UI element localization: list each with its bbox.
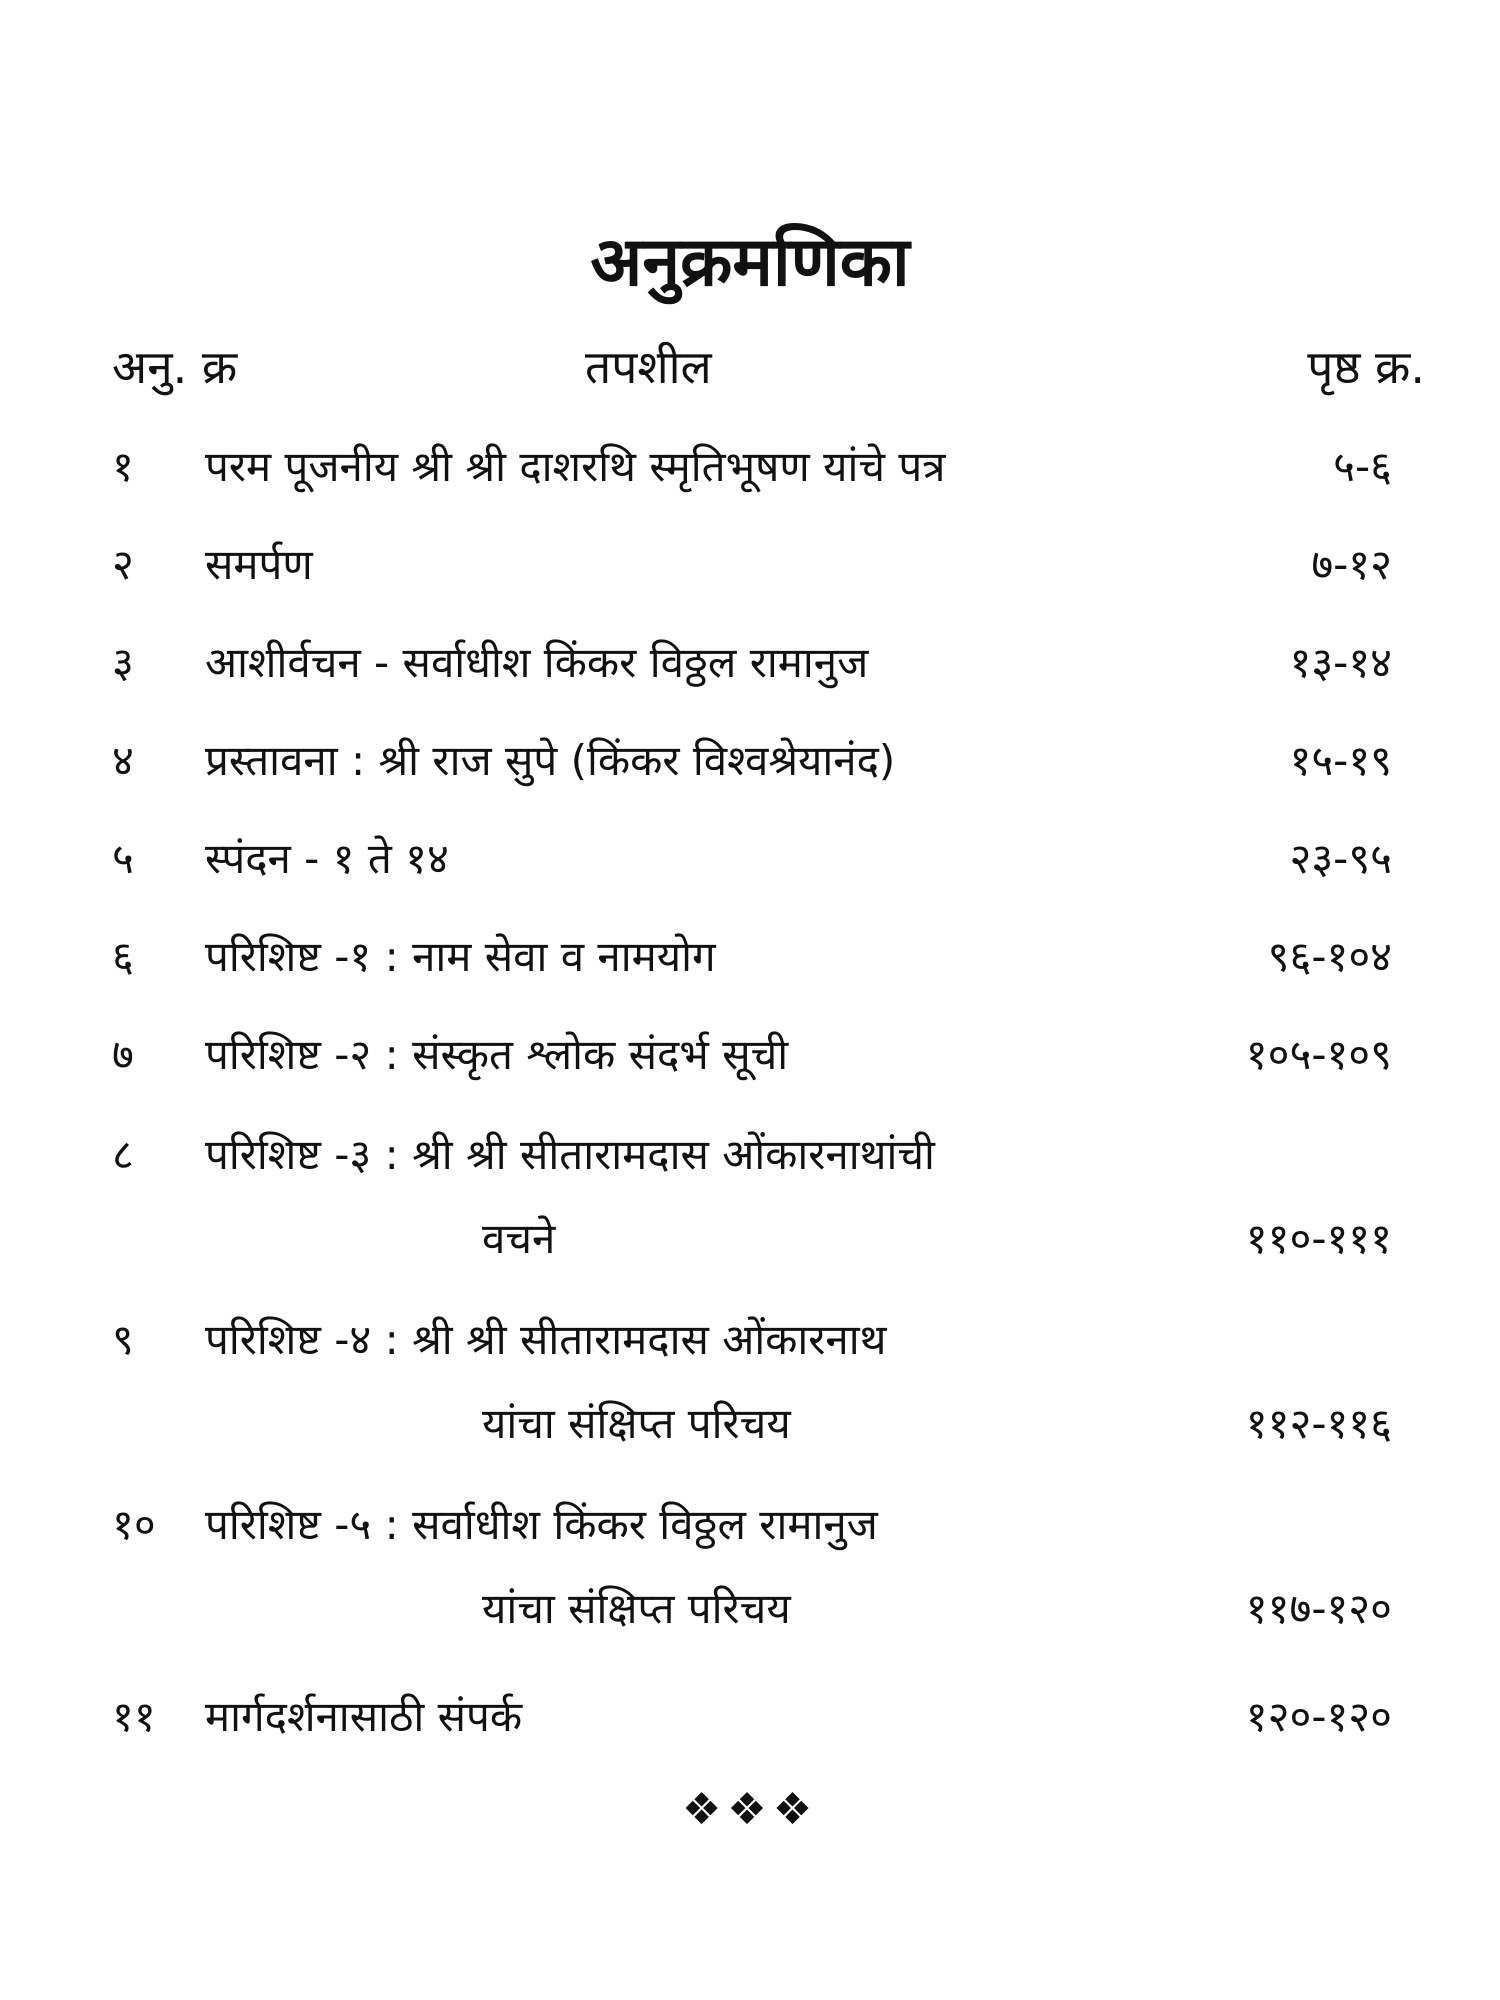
entry-title-continuation: यांचा संक्षिप्त परिचय bbox=[482, 1399, 791, 1448]
entry-number: ५ bbox=[112, 834, 134, 883]
entry-pages: १२०-१२० bbox=[1245, 1692, 1392, 1741]
page-title: अनुक्रमणिका bbox=[590, 223, 910, 302]
entry-number: ४ bbox=[112, 736, 134, 785]
entry-pages: ७-१२ bbox=[1311, 540, 1392, 589]
entry-number: १ bbox=[112, 442, 134, 491]
entry-title: स्पंदन - १ ते १४ bbox=[205, 834, 449, 883]
detail-column-header: तपशील bbox=[585, 340, 712, 394]
entry-pages: १३-१४ bbox=[1289, 638, 1392, 687]
entry-title: परिशिष्ट -३ : श्री श्री सीतारामदास ओंकारनाथांची bbox=[205, 1130, 935, 1179]
entry-number: ३ bbox=[112, 638, 134, 687]
entry-title: मार्गदर्शनासाठी संपर्क bbox=[205, 1692, 523, 1741]
entry-title-continuation: यांचा संक्षिप्त परिचय bbox=[482, 1584, 791, 1633]
entry-title: प्रस्तावना : श्री राज सुपे (किंकर विश्वश्रेयानंद) bbox=[205, 736, 896, 785]
entry-pages: ११०-१११ bbox=[1245, 1214, 1392, 1263]
entry-title: समर्पण bbox=[205, 540, 313, 589]
entry-pages: ११७-१२० bbox=[1245, 1584, 1392, 1633]
entry-title: परिशिष्ट -२ : संस्कृत श्लोक संदर्भ सूची bbox=[205, 1030, 789, 1079]
entry-title: आशीर्वचन - सर्वाधीश किंकर विठ्ठल रामानुज bbox=[205, 638, 869, 687]
entry-pages: ५-६ bbox=[1333, 442, 1392, 491]
entry-pages: १०५-१०९ bbox=[1245, 1030, 1392, 1079]
entry-title-continuation: वचने bbox=[482, 1214, 556, 1263]
entry-pages: २३-९५ bbox=[1289, 834, 1392, 883]
entry-pages: १५-१९ bbox=[1289, 736, 1392, 785]
entry-pages: ९६-१०४ bbox=[1267, 932, 1392, 981]
entry-number: २ bbox=[112, 540, 134, 589]
entry-number: १० bbox=[112, 1500, 156, 1549]
entry-number: ६ bbox=[112, 932, 134, 981]
entry-title: परिशिष्ट -५ : सर्वाधीश किंकर विठ्ठल रामानुज bbox=[205, 1500, 878, 1549]
entry-title: परिशिष्ट -४ : श्री श्री सीतारामदास ओंकारनाथ bbox=[205, 1315, 887, 1364]
entry-number: ७ bbox=[112, 1030, 134, 1079]
entry-number: ९ bbox=[112, 1315, 134, 1364]
ornament-divider: ❖❖❖ bbox=[681, 1784, 819, 1835]
entry-number: ८ bbox=[112, 1130, 134, 1179]
entry-title: परिशिष्ट -१ : नाम सेवा व नामयोग bbox=[205, 932, 716, 981]
serial-column-header: अनु. क्र bbox=[112, 340, 238, 394]
entry-title: परम पूजनीय श्री श्री दाशरथि स्मृतिभूषण यांचे पत्र bbox=[205, 442, 946, 491]
entry-number: ११ bbox=[112, 1692, 156, 1741]
page-column-header: पृष्ठ क्र. bbox=[1307, 340, 1425, 394]
entry-pages: ११२-११६ bbox=[1245, 1399, 1392, 1448]
